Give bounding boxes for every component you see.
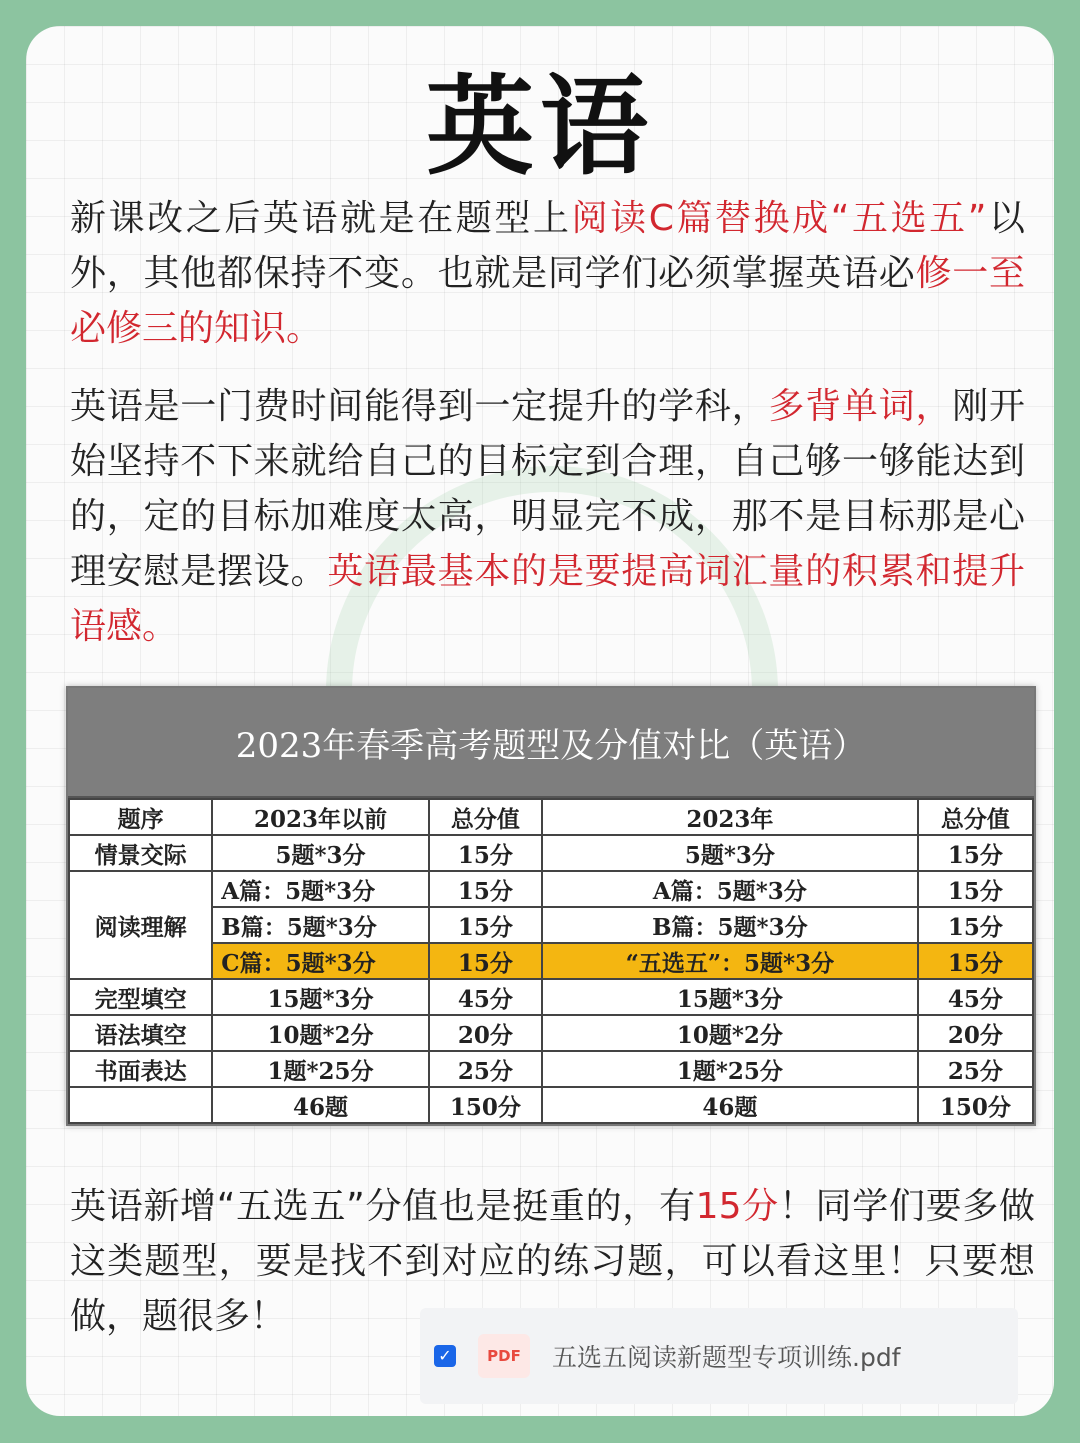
table-cell: 15分 xyxy=(918,943,1033,979)
content-card xyxy=(26,26,1054,1416)
table-cell: 15分 xyxy=(429,907,542,943)
table-cell: 15分 xyxy=(918,871,1033,907)
intro-text-1: 新课改之后英语就是在题型上 xyxy=(70,198,572,239)
table-cell: 5题*3分 xyxy=(212,835,428,871)
pdf-file-icon: PDF xyxy=(478,1334,530,1378)
table-cell: 25分 xyxy=(429,1051,542,1087)
table-header-row xyxy=(69,799,1033,835)
table-cell: 10题*2分 xyxy=(542,1015,918,1051)
table-cell: B篇：5题*3分 xyxy=(212,907,428,943)
closing-highlight: 15分 xyxy=(695,1186,779,1227)
table-cell: 15题*3分 xyxy=(542,979,918,1015)
table-cell: “五选五”：5题*3分 xyxy=(542,943,918,979)
pdf-filename[interactable]: 五选五阅读新题型专项训练.pdf xyxy=(552,1343,901,1372)
advice-highlight-2: 英语最基本的是要提高词汇量的积累和提升语感。 xyxy=(70,551,1025,647)
intro-text-2: 以外，其他都保持不变。也就是同学们必须掌握英语必 xyxy=(70,198,1025,294)
table-cell: 15分 xyxy=(918,835,1033,871)
header-cell: 题序 xyxy=(69,799,212,835)
table-cell: 语法填空 xyxy=(69,1015,212,1051)
table-row xyxy=(69,979,1033,1015)
table-total-row xyxy=(69,1087,1033,1123)
header-cell: 2023年 xyxy=(542,799,918,835)
pdf-attachment[interactable] xyxy=(420,1308,1018,1404)
table-cell: 15分 xyxy=(918,907,1033,943)
table-cell: B篇：5题*3分 xyxy=(542,907,918,943)
table-row xyxy=(69,1051,1033,1087)
table-cell: 1题*25分 xyxy=(212,1051,428,1087)
table-row-highlighted xyxy=(69,943,1033,979)
table-row xyxy=(69,1015,1033,1051)
closing-text-2: ！同学们要多做这类题型，要是找不到对应的练习题，可以看这里！只要想做，题很多！ xyxy=(70,1186,1035,1337)
advice-highlight-1: 多背单词， xyxy=(768,386,953,427)
header-cell: 2023年以前 xyxy=(212,799,428,835)
advice-text-1: 英语是一门费时间能得到一定提升的学科， xyxy=(70,386,769,427)
table-cell: A篇：5题*3分 xyxy=(542,871,918,907)
table-cell: 46题 xyxy=(542,1087,918,1123)
table-cell: 1题*25分 xyxy=(542,1051,918,1087)
table-cell: 45分 xyxy=(918,979,1033,1015)
table-cell: 完型填空 xyxy=(69,979,212,1015)
intro-highlight-2: 修一至必修三的知识。 xyxy=(70,253,1025,349)
table-cell: C篇：5题*3分 xyxy=(212,943,428,979)
table-cell: 5题*3分 xyxy=(542,835,918,871)
table-cell: 15分 xyxy=(429,835,542,871)
header-cell: 总分值 xyxy=(429,799,542,835)
table-cell: 15分 xyxy=(429,943,542,979)
table-cell: A篇：5题*3分 xyxy=(212,871,428,907)
table-cell: 45分 xyxy=(429,979,542,1015)
advice-text-2: 刚开始坚持不下来就给自己的目标定到合理，自己够一够能达到的，定的目标加难度太高，明显完不成，那不是目标那是心理安慰是摆设。 xyxy=(70,386,1025,592)
table-cell: 15题*3分 xyxy=(212,979,428,1015)
score-comparison-table xyxy=(66,686,1036,1126)
table-title: 2023年春季高考题型及分值对比（英语） xyxy=(68,688,1034,798)
advice-paragraph xyxy=(70,379,1025,654)
score-table-grid xyxy=(68,798,1034,1124)
table-cell xyxy=(69,1087,212,1123)
table-cell: 10题*2分 xyxy=(212,1015,428,1051)
table-row xyxy=(69,871,1033,907)
intro-highlight-1: 阅读C篇替换成“五选五” xyxy=(571,198,987,239)
table-cell: 150分 xyxy=(918,1087,1033,1123)
table-cell: 阅读理解 xyxy=(69,871,212,979)
page-title: 英语 xyxy=(425,65,654,190)
intro-paragraph xyxy=(70,191,1025,356)
table-cell: 46题 xyxy=(212,1087,428,1123)
table-cell: 情景交际 xyxy=(69,835,212,871)
table-row xyxy=(69,907,1033,943)
table-cell: 书面表达 xyxy=(69,1051,212,1087)
table-cell: 25分 xyxy=(918,1051,1033,1087)
table-cell: 20分 xyxy=(918,1015,1033,1051)
table-cell: 150分 xyxy=(429,1087,542,1123)
checkbox-checked-icon[interactable]: ✓ xyxy=(434,1345,456,1367)
header-cell: 总分值 xyxy=(918,799,1033,835)
table-cell: 15分 xyxy=(429,871,542,907)
table-cell: 20分 xyxy=(429,1015,542,1051)
closing-text-1: 英语新增“五选五”分值也是挺重的，有 xyxy=(70,1186,696,1227)
table-row xyxy=(69,835,1033,871)
